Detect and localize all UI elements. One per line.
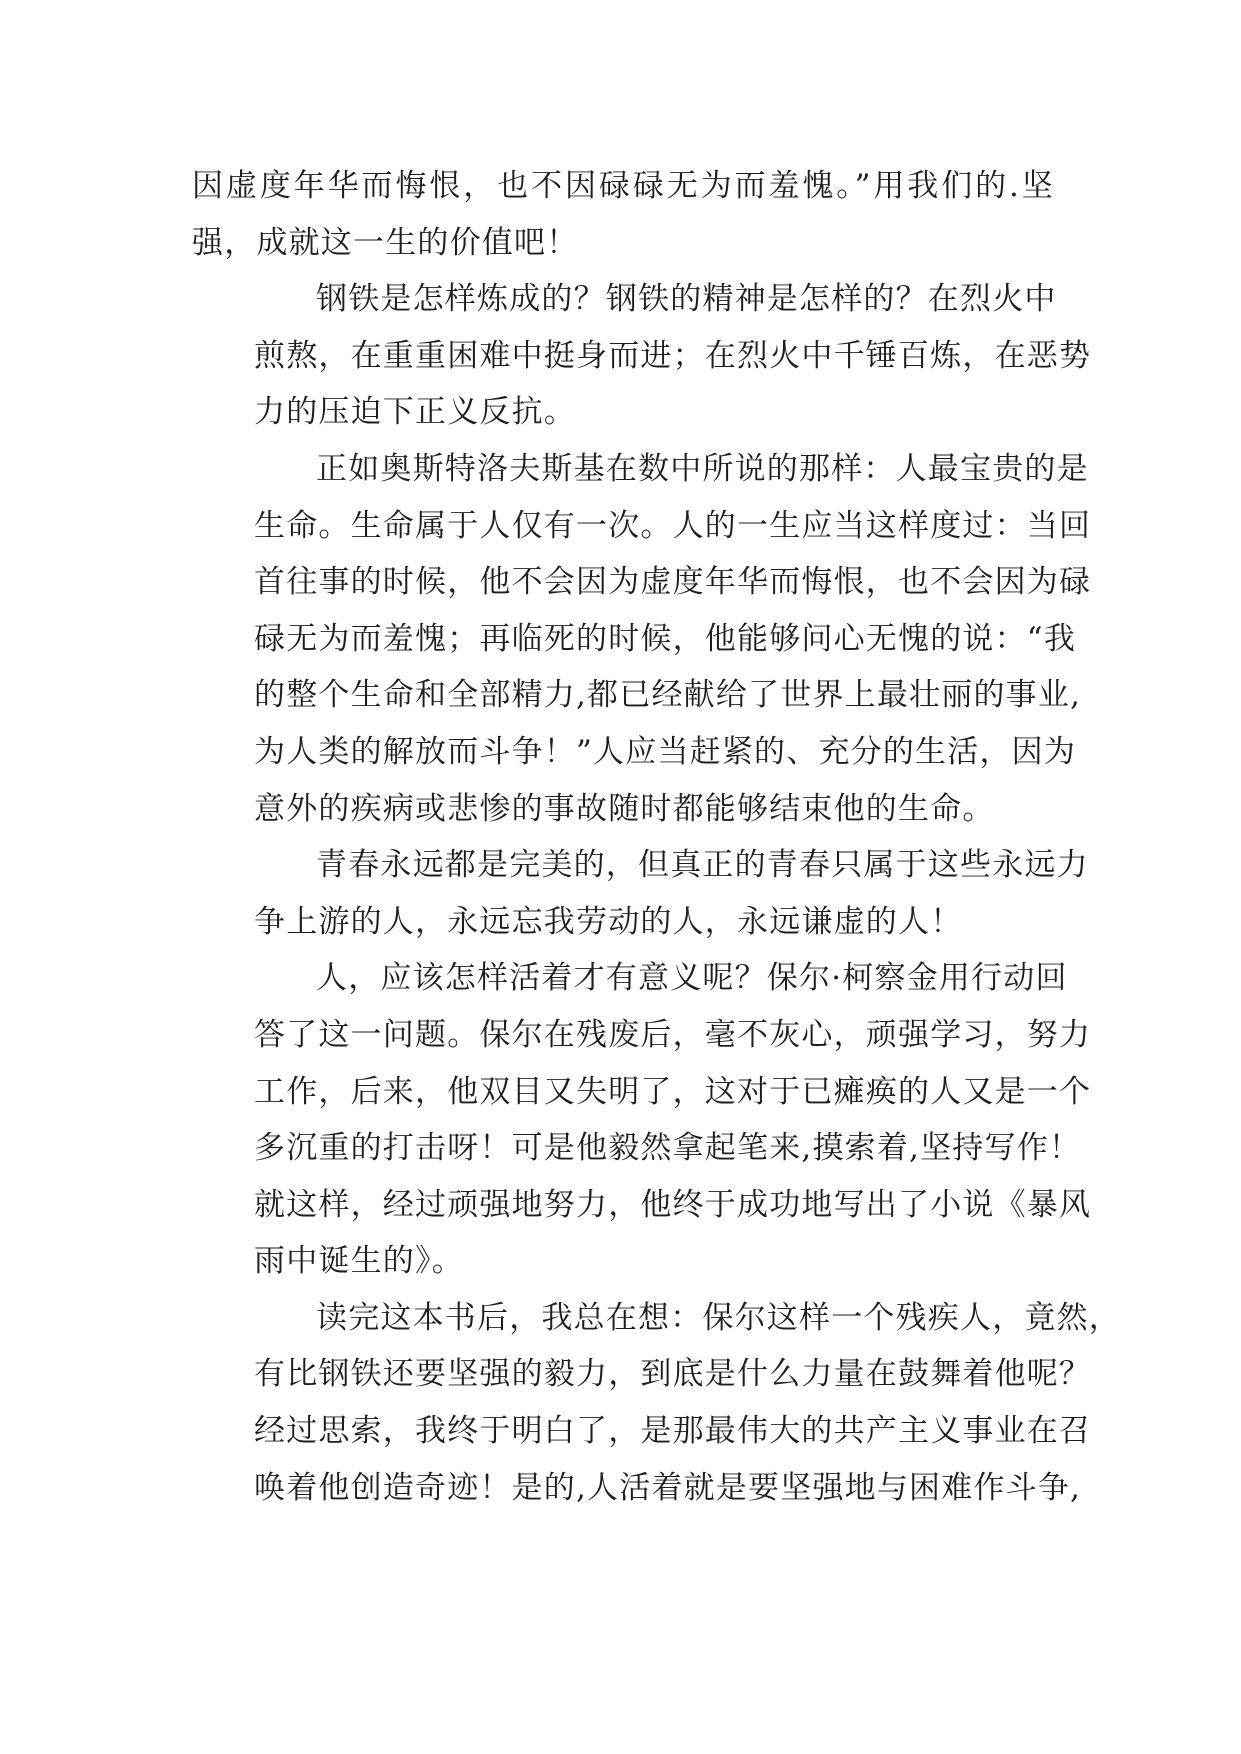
document-body — [192, 158, 1121, 1516]
text-line: 钢铁是怎样炼成的？钢铁的精神是怎样的？在烈火中 — [316, 281, 1057, 318]
paragraph — [192, 837, 1089, 950]
text-line: 煎熬，在重重困难中挺身而进；在烈火中千锤百炼，在恶势 — [254, 337, 1092, 374]
text-line: 工作，后来，他双目又失明了，这对于已瘫痪的人又是一个 — [254, 1073, 1092, 1110]
text-line: 力的压迫下正义反抗。 — [254, 394, 576, 431]
text-line: 多沉重的打击呀！可是他毅然拿起笔来,摸索着,坚持写作！ — [254, 1130, 1082, 1167]
text-line: 就这样，经过顽强地努力，他终于成功地写出了小说《暴风 — [254, 1186, 1092, 1223]
text-line: 有比钢铁还要坚强的毅力，到底是什么力量在鼓舞着他呢？ — [254, 1356, 1092, 1393]
paragraph — [192, 1290, 1121, 1516]
text-line: 碌无为而羞愧；再临死的时候，他能够问心无愧的说：“我 — [254, 620, 1077, 657]
text-line: 为人类的解放而斗争！”人应当赶紧的、充分的生活，因为 — [254, 733, 1077, 770]
paragraph — [192, 950, 1092, 1290]
text-line: 正如奥斯特洛夫斯基在数中所说的那样：人最宝贵的是 — [316, 450, 1089, 487]
text-line: 唤着他创造奇迹！是的,人活着就是要坚强地与困难作斗争, — [254, 1469, 1082, 1506]
text-line: 强，成就这一生的价值吧！ — [192, 224, 579, 261]
text-line: 雨中诞生的》。 — [254, 1243, 464, 1280]
text-line: 经过思索，我终于明白了，是那最伟大的共产主义事业在召 — [254, 1413, 1092, 1450]
text-line: 答了这一问题。保尔在残废后，毫不灰心，顽强学习，努力 — [254, 1016, 1092, 1053]
text-line: 争上游的人，永远忘我劳动的人，永远谦虚的人！ — [254, 903, 963, 940]
paragraph — [192, 441, 1092, 837]
text-line: 人，应该怎样活着才有意义呢？保尔·柯察金用行动回 — [316, 960, 1068, 997]
text-line: 读完这本书后，我总在想：保尔这样一个残疾人，竟然， — [316, 1299, 1121, 1336]
text-line: 首往事的时候，他不会因为虚度年华而悔恨，也不会因为碌 — [254, 564, 1092, 601]
text-line: 生命。生命属于人仅有一次。人的一生应当这样度过：当回 — [254, 507, 1092, 544]
text-line: 意外的疾病或悲惨的事故随时都能够结束他的生命。 — [254, 790, 995, 827]
paragraph — [192, 158, 1054, 271]
text-line: 青春永远都是完美的，但真正的青春只属于这些永远力 — [316, 847, 1089, 884]
paragraph — [192, 271, 1092, 441]
text-line: 因虚度年华而悔恨，也不因碌碌无为而羞愧。”用我们的.坚 — [192, 168, 1054, 204]
text-line: 的整个生命和全部精力,都已经献给了世界上最壮丽的事业, — [254, 677, 1082, 714]
